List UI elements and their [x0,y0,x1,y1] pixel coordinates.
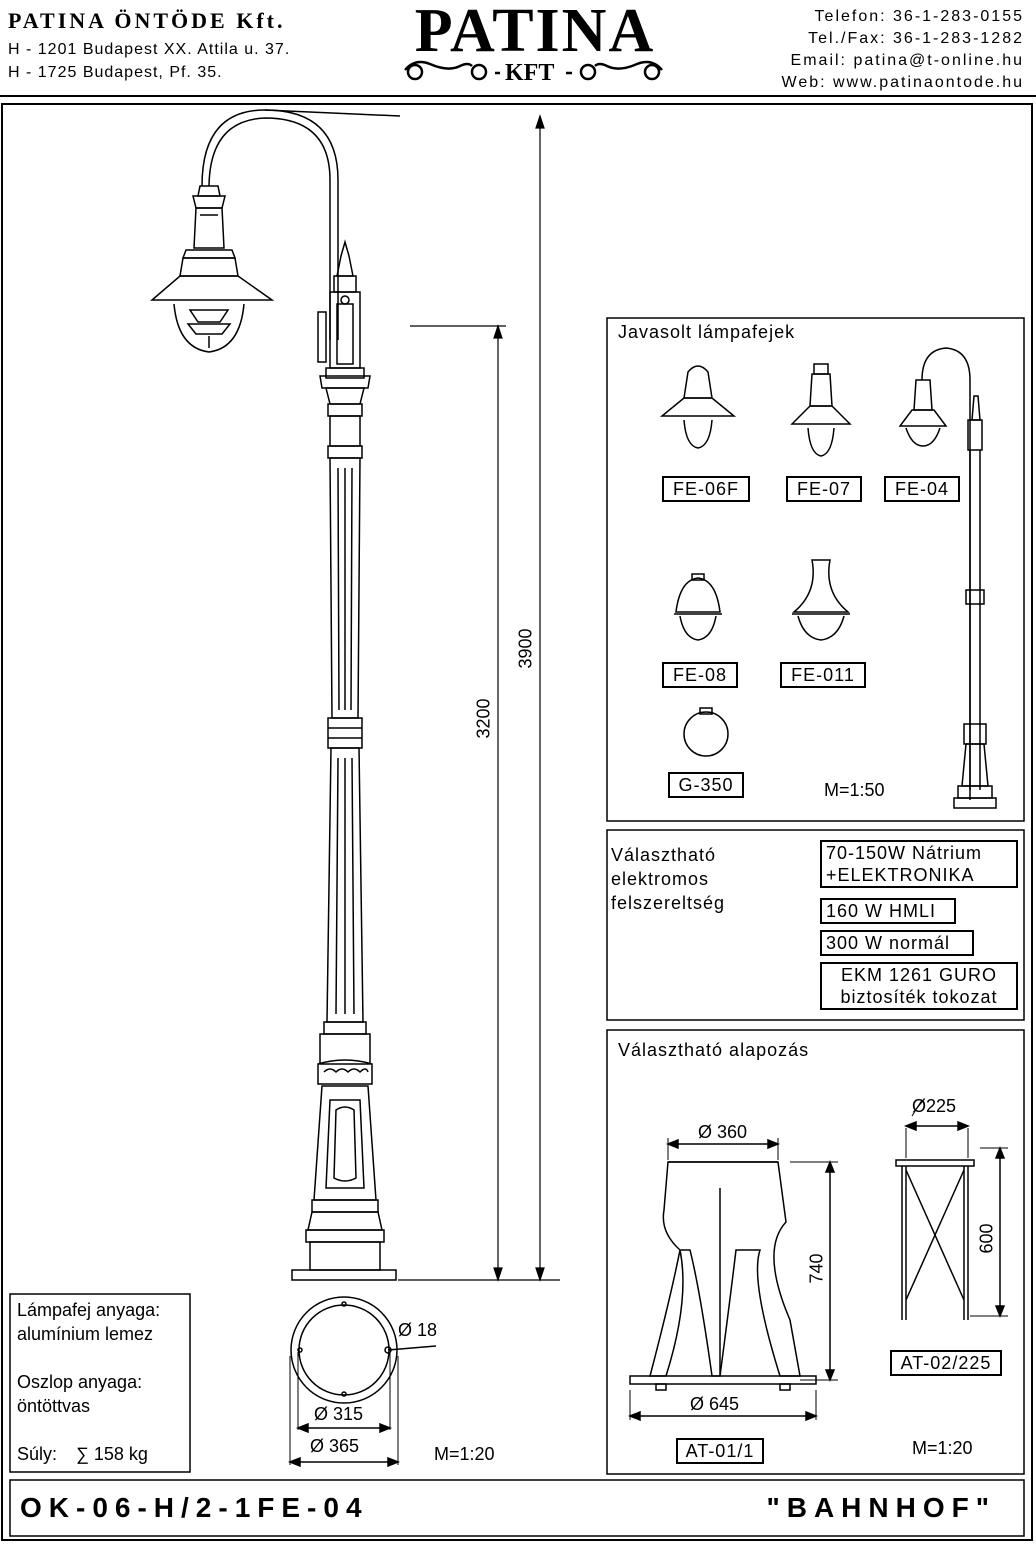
pole-material-value: öntöttvas [17,1396,91,1416]
label-fe-07: FE-07 [786,476,862,502]
at02-dia [912,1096,956,1117]
base-inner-dim: Ø 315 [314,1404,364,1424]
address-line-2: H - 1725 Budapest, Pf. 35. [8,64,223,81]
label-fe-011: FE-011 [780,662,866,688]
at01-top-dia: Ø 360 [698,1122,748,1142]
main-scale: M=1:20 [434,1444,495,1464]
at01-height: 740 [806,1253,827,1284]
electrical-option-4 [820,962,1018,1010]
base-outer-dim: Ø 365 [310,1436,360,1456]
option-4-line-2: biztosíték tokozat [840,987,998,1007]
pole-material-label: Oszlop anyaga: [17,1372,143,1392]
lamp-pole [152,110,400,1280]
option-4-line-1: EKM 1261 GURO [840,965,998,985]
electrical-title-3: felszereltség [611,893,726,913]
fe-07-drawing [792,364,850,456]
at02-code: AT-02/225 [890,1350,1002,1376]
at01-base-dia: Ø 645 [690,1394,740,1414]
fe-08-drawing [674,574,722,640]
phone: Telefon: 36-1-283-0155 [814,8,1024,25]
logo-sub-text: KFT [505,60,555,86]
option-1-line-2: +ELEKTRONIKA [826,865,975,885]
fe-04-drawing [900,348,996,808]
product-code: OK-06-H/2-1FE-04 [20,1492,369,1523]
electrical-option-2: 160 W HMLI [820,898,956,924]
weight-row [17,1442,160,1466]
label-g-350: G-350 [668,772,744,798]
logo-ornament [405,62,662,79]
label-fe-08: FE-08 [662,662,738,688]
at-02-drawing [896,1100,1008,1320]
fe-06f-drawing [662,366,734,448]
at02-dia-value: 225 [926,1096,957,1116]
logo-main-text: PATINA [414,0,656,65]
address-line-1: H - 1201 Budapest XX. Attila u. 37. [8,41,291,58]
lamp-heads-title: Javasolt lámpafejek [618,322,796,342]
diameter-icon: Ø [912,1096,927,1116]
label-fe-06f: FE-06F [662,476,750,502]
product-name: "BAHNHOF" [766,1492,996,1523]
hole-dia-dim: Ø 18 [398,1320,438,1340]
column-height-dim: 3200 [473,698,494,739]
weight-label: Súly: [17,1444,58,1464]
g-350-drawing [684,708,728,756]
electrical-option-1 [820,840,1018,888]
lamp-heads-panel [607,318,1024,821]
electrical-title-1: Választható [611,845,717,865]
label-fe-04: FE-04 [884,476,960,502]
weight-value: ∑ 158 kg [76,1444,148,1464]
at01-code: AT-01/1 [676,1438,764,1464]
total-height-dim: 3900 [515,628,536,669]
materials-text [17,1298,160,1466]
at02-height: 600 [976,1223,997,1254]
company-name: PATINA ÖNTÖDE Kft. [8,8,286,33]
head-material-value: alumínium lemez [17,1324,154,1344]
head-material-label: Lámpafej anyaga: [17,1300,161,1320]
foundation-scale: M=1:20 [912,1438,973,1458]
lamp-heads-scale: M=1:50 [824,780,885,800]
electrical-title [611,843,725,915]
option-1-line-1: 70-150W Nátrium [826,843,983,863]
electrical-title-2: elektromos [611,869,710,889]
fax: Tel./Fax: 36-1-283-1282 [808,30,1024,47]
fe-011-drawing [792,560,850,640]
email: Email: patina@t-online.hu [790,52,1024,69]
foundation-title: Választható alapozás [618,1040,810,1060]
website: Web: www.patinaontode.hu [781,74,1024,91]
electrical-option-3: 300 W normál [820,930,974,956]
